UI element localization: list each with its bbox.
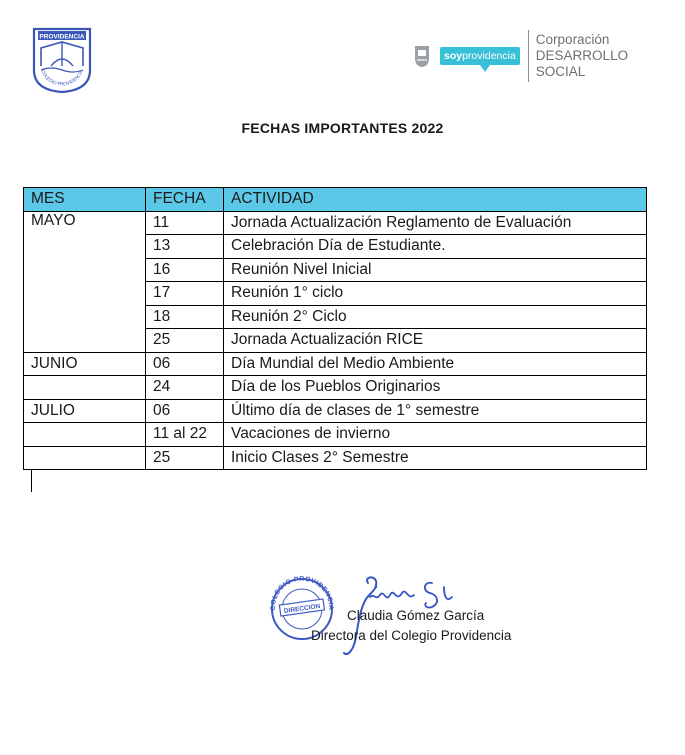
table-row (24, 446, 647, 470)
month-cell (24, 423, 146, 447)
svg-text:PROVIDENCIA: PROVIDENCIA (39, 33, 85, 41)
document-title: FECHAS IMPORTANTES 2022 (241, 120, 444, 136)
date-cell: 11 al 22 (146, 423, 224, 447)
svg-text:COLEGIO PROVIDENCIA: COLEGIO PROVIDENCIA (40, 69, 84, 87)
date-cell: 16 (146, 258, 224, 282)
important-dates-table (23, 187, 647, 470)
text-cursor[interactable] (31, 470, 32, 492)
activity-cell: Vacaciones de invierno (224, 423, 647, 447)
table-header-row (24, 188, 647, 212)
brand-header (414, 30, 628, 82)
activity-cell: Celebración Día de Estudiante. (224, 235, 647, 259)
activity-cell: Día Mundial del Medio Ambiente (224, 352, 647, 376)
signatory-role: Directora del Colegio Providencia (311, 628, 512, 643)
activity-cell: Reunión 2° Ciclo (224, 305, 647, 329)
school-logo (31, 26, 93, 94)
date-cell: 25 (146, 329, 224, 353)
month-cell (24, 446, 146, 470)
municipal-crest-icon (414, 44, 430, 68)
month-cell: MAYO (24, 211, 146, 352)
date-cell: 17 (146, 282, 224, 306)
header-month: MES (24, 188, 146, 212)
date-cell: 24 (146, 376, 224, 400)
svg-text:COLEGIO PROVIDENCIA: COLEGIO PROVIDENCIA (269, 575, 335, 611)
table-row (24, 376, 647, 400)
month-cell (24, 376, 146, 400)
activity-cell: Jornada Actualización RICE (224, 329, 647, 353)
signatory-name: Claudia Gómez García (347, 608, 485, 623)
table-row (24, 423, 647, 447)
date-cell: 18 (146, 305, 224, 329)
date-cell: 25 (146, 446, 224, 470)
date-cell: 11 (146, 211, 224, 235)
table-row (24, 399, 647, 423)
table-row (24, 352, 647, 376)
date-cell: 06 (146, 352, 224, 376)
activity-cell: Reunión Nivel Inicial (224, 258, 647, 282)
date-cell: 13 (146, 235, 224, 259)
svg-text:DIRECCION: DIRECCION (283, 602, 321, 615)
month-cell: JUNIO (24, 352, 146, 376)
activity-cell: Reunión 1° ciclo (224, 282, 647, 306)
soy-providencia-logo: soyprovidencia (440, 47, 520, 65)
header-activity: ACTIVIDAD (224, 188, 647, 212)
activity-cell: Jornada Actualización Reglamento de Evaluación (224, 211, 647, 235)
activity-cell: Día de los Pueblos Originarios (224, 376, 647, 400)
activity-cell: Último día de clases de 1° semestre (224, 399, 647, 423)
month-cell: JULIO (24, 399, 146, 423)
corporacion-logo: Corporación DESARROLLO SOCIAL (535, 32, 629, 79)
table-row (24, 211, 647, 235)
date-cell: 06 (146, 399, 224, 423)
activity-cell: Inicio Clases 2° Semestre (224, 446, 647, 470)
brand-divider (528, 30, 529, 82)
header-date: FECHA (146, 188, 224, 212)
